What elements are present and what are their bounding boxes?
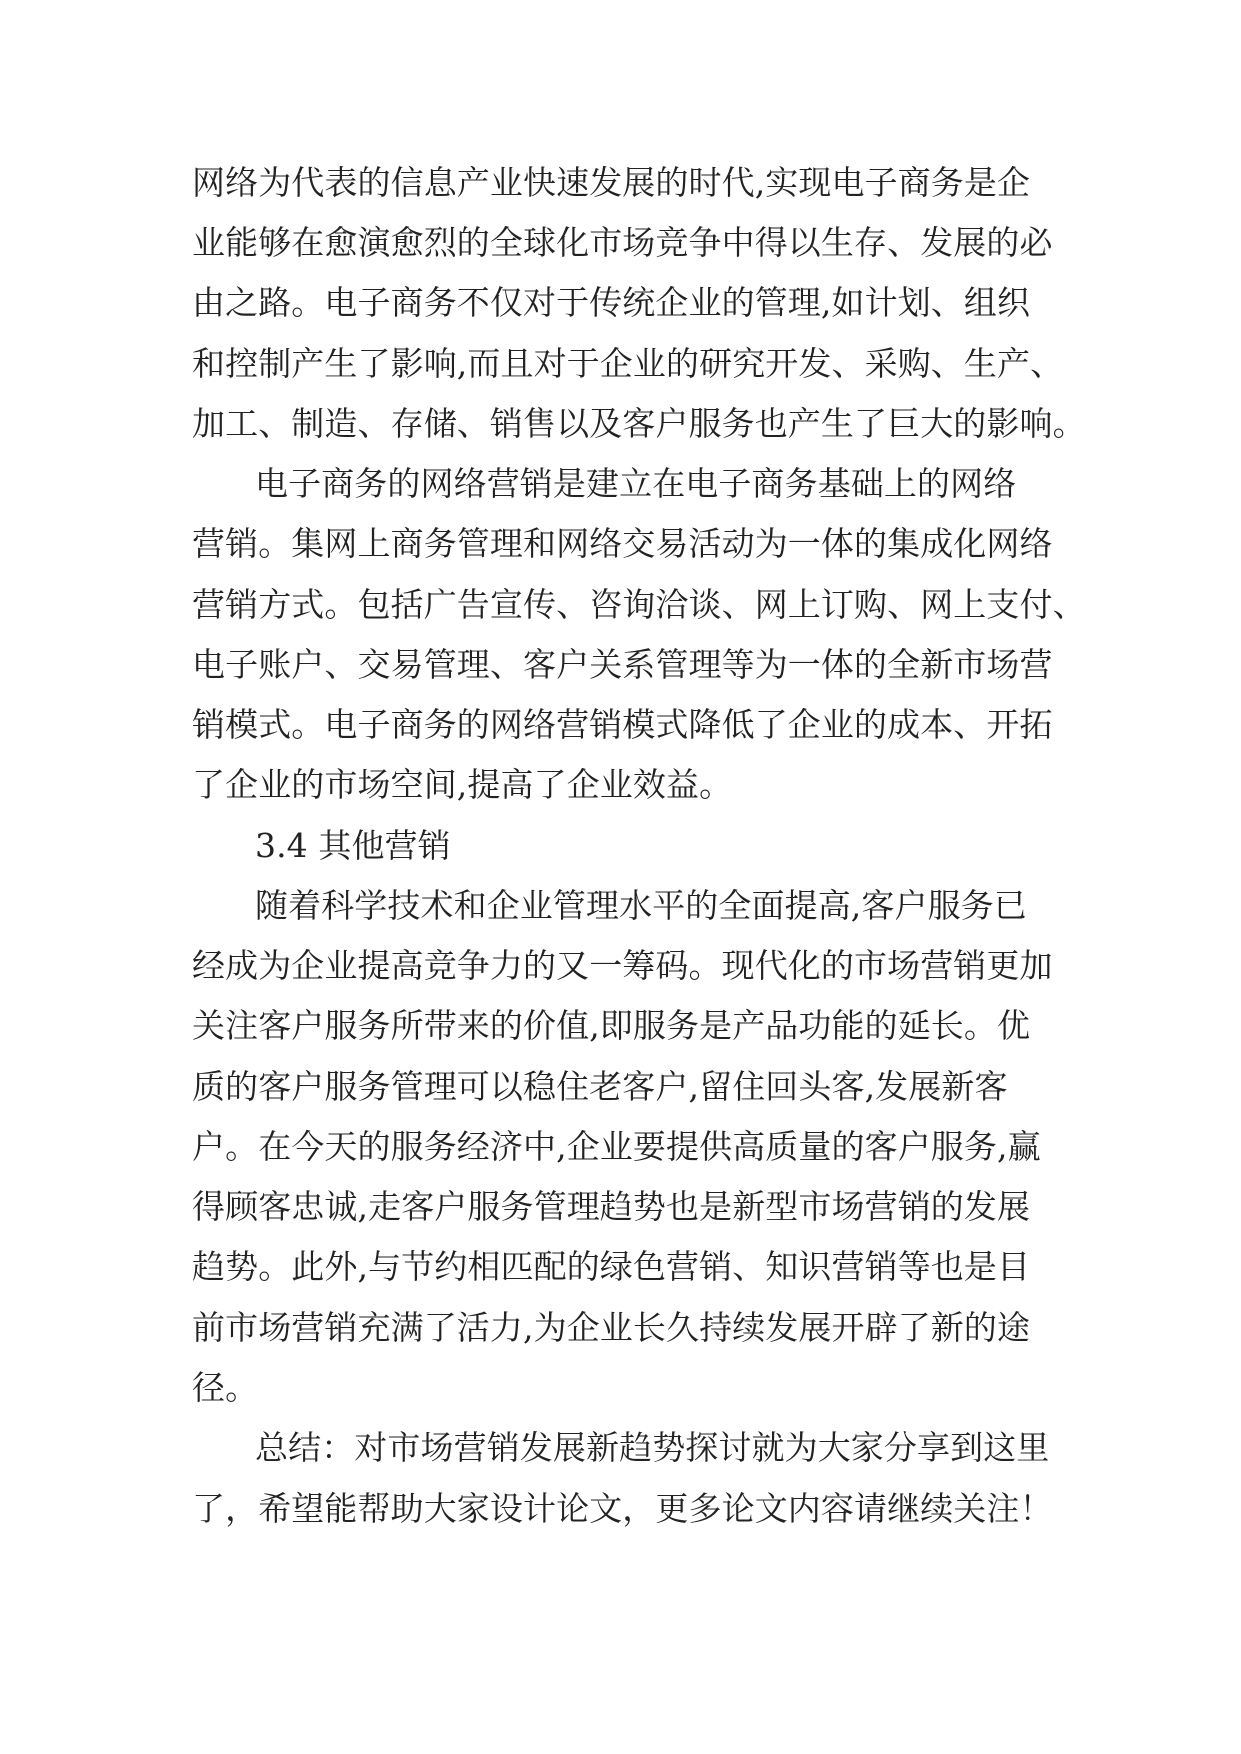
text-line: 前市场营销充满了活力,为企业长久持续发展开辟了新的途 <box>192 1308 1031 1347</box>
paragraph-start: 电子商务的网络营销是建立在电子商务基础上的网络 <box>255 464 1017 503</box>
summary-paragraph: 总结：对市场营销发展新趋势探讨就为大家分享到这里 <box>255 1428 1050 1467</box>
text-line: 了，希望能帮助大家设计论文，更多论文内容请继续关注！ <box>192 1489 1053 1528</box>
text-line: 得顾客忠诚,走客户服务管理趋势也是新型市场营销的发展 <box>192 1187 1031 1226</box>
text-line: 经成为企业提高竞争力的又一筹码。现代化的市场营销更加 <box>192 946 1053 985</box>
text-line: 营销。集网上商务管理和网络交易活动为一体的集成化网络 <box>192 524 1053 563</box>
text-line: 质的客户服务管理可以稳住老客户,留住回头客,发展新客 <box>192 1067 1008 1106</box>
text-line: 趋势。此外,与节约相匹配的绿色营销、知识营销等也是目 <box>192 1247 1031 1286</box>
section-heading: 3.4 其他营销 <box>255 826 451 865</box>
paragraph-start: 随着科学技术和企业管理水平的全面提高,客户服务已 <box>255 886 1027 925</box>
text-line: 网络为代表的信息产业快速发展的时代,实现电子商务是企 <box>192 163 1031 202</box>
text-line: 径。 <box>192 1368 259 1407</box>
text-line: 业能够在愈演愈烈的全球化市场竞争中得以生存、发展的必 <box>192 223 1053 262</box>
text-line: 电子账户、交易管理、客户关系管理等为一体的全新市场营 <box>192 645 1053 684</box>
text-line: 和控制产生了影响,而且对于企业的研究开发、采购、生产、 <box>192 344 1064 383</box>
text-line: 营销方式。包括广告宣传、咨询洽谈、网上订购、网上支付、 <box>192 585 1086 624</box>
text-line: 加工、制造、存储、销售以及客户服务也产生了巨大的影响。 <box>192 404 1086 443</box>
text-line: 销模式。电子商务的网络营销模式降低了企业的成本、开拓 <box>192 705 1053 744</box>
text-line: 户。在今天的服务经济中,企业要提供高质量的客户服务,赢 <box>192 1127 1041 1166</box>
text-line: 由之路。电子商务不仅对于传统企业的管理,如计划、组织 <box>192 283 1031 322</box>
text-line: 了企业的市场空间,提高了企业效益。 <box>192 765 733 804</box>
text-line: 关注客户服务所带来的价值,即服务是产品功能的延长。优 <box>192 1006 1031 1045</box>
